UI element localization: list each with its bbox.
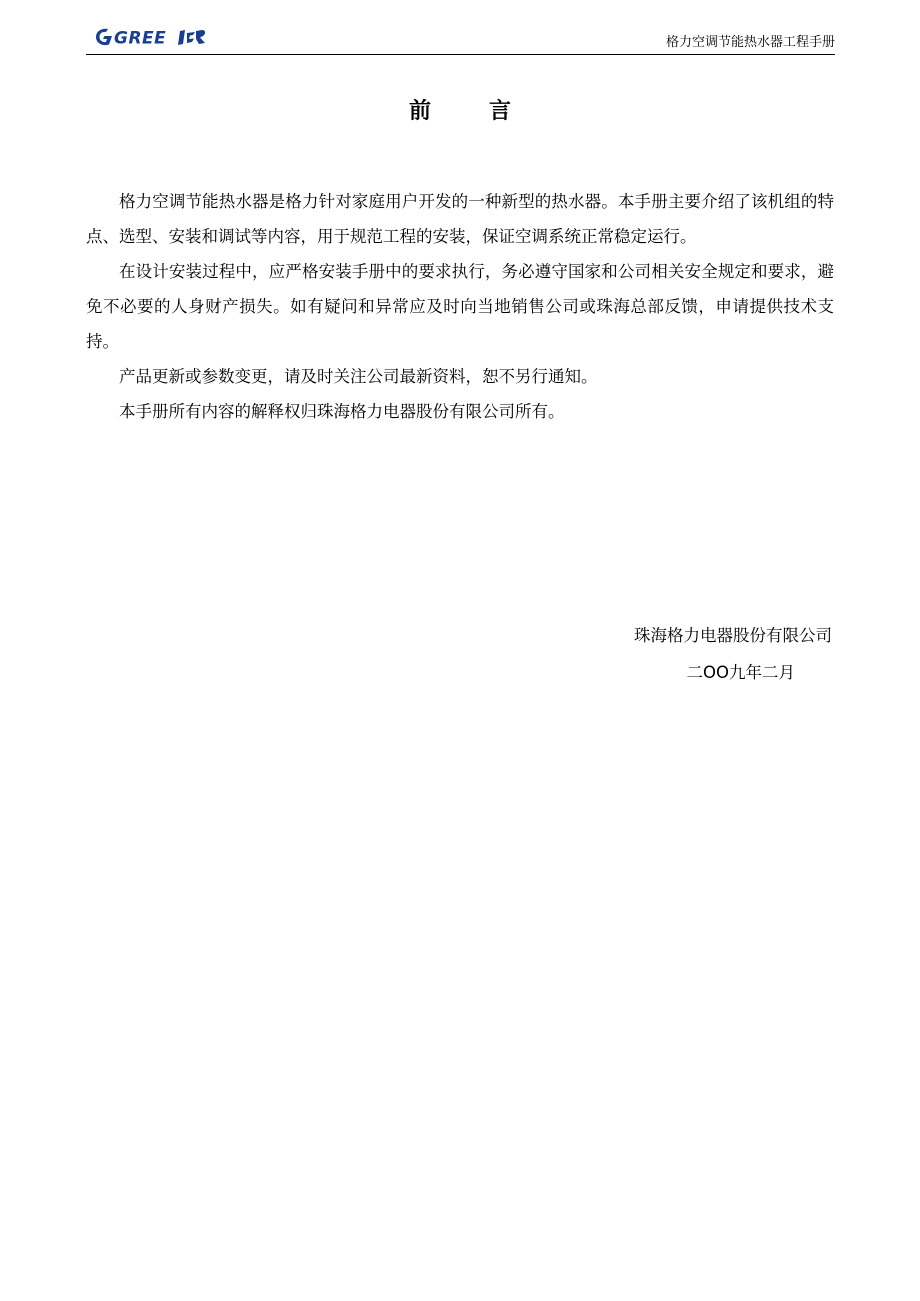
page-header [86, 22, 835, 55]
paragraph-rights: 本手册所有内容的解释权归珠海格力电器股份有限公司所有。 [119, 402, 565, 421]
paragraph-updates: 产品更新或参数变更，请及时关注公司最新资料，恕不另行通知。 [119, 367, 598, 386]
preface-body [86, 184, 834, 429]
gree-logo [92, 25, 212, 49]
document-title: 格力空调节能热水器工程手册 [665, 35, 835, 50]
paragraph-intro: 格力空调节能热水器是格力针对家庭用户开发的一种新型的热水器。本手册主要介绍了该机组的特点、选型、安装和调试等内容，用于规范工程的安装，保证空调系统正常稳定运行。 [86, 192, 834, 246]
signature-date: 二OO九年二月 [686, 663, 795, 682]
signature-company: 珠海格力电器股份有限公司 [634, 626, 832, 645]
paragraph-installation: 在设计安装过程中，应严格安装手册中的要求执行，务必遵守国家和公司相关安全规定和要求，避免不必要的人身财产损失。如有疑问和异常应及时向当地销售公司或珠海总部反馈，申请提供技术支持。 [86, 262, 834, 351]
svg-text:GREE: GREE [114, 28, 167, 49]
page-heading: 前言 [408, 99, 569, 124]
